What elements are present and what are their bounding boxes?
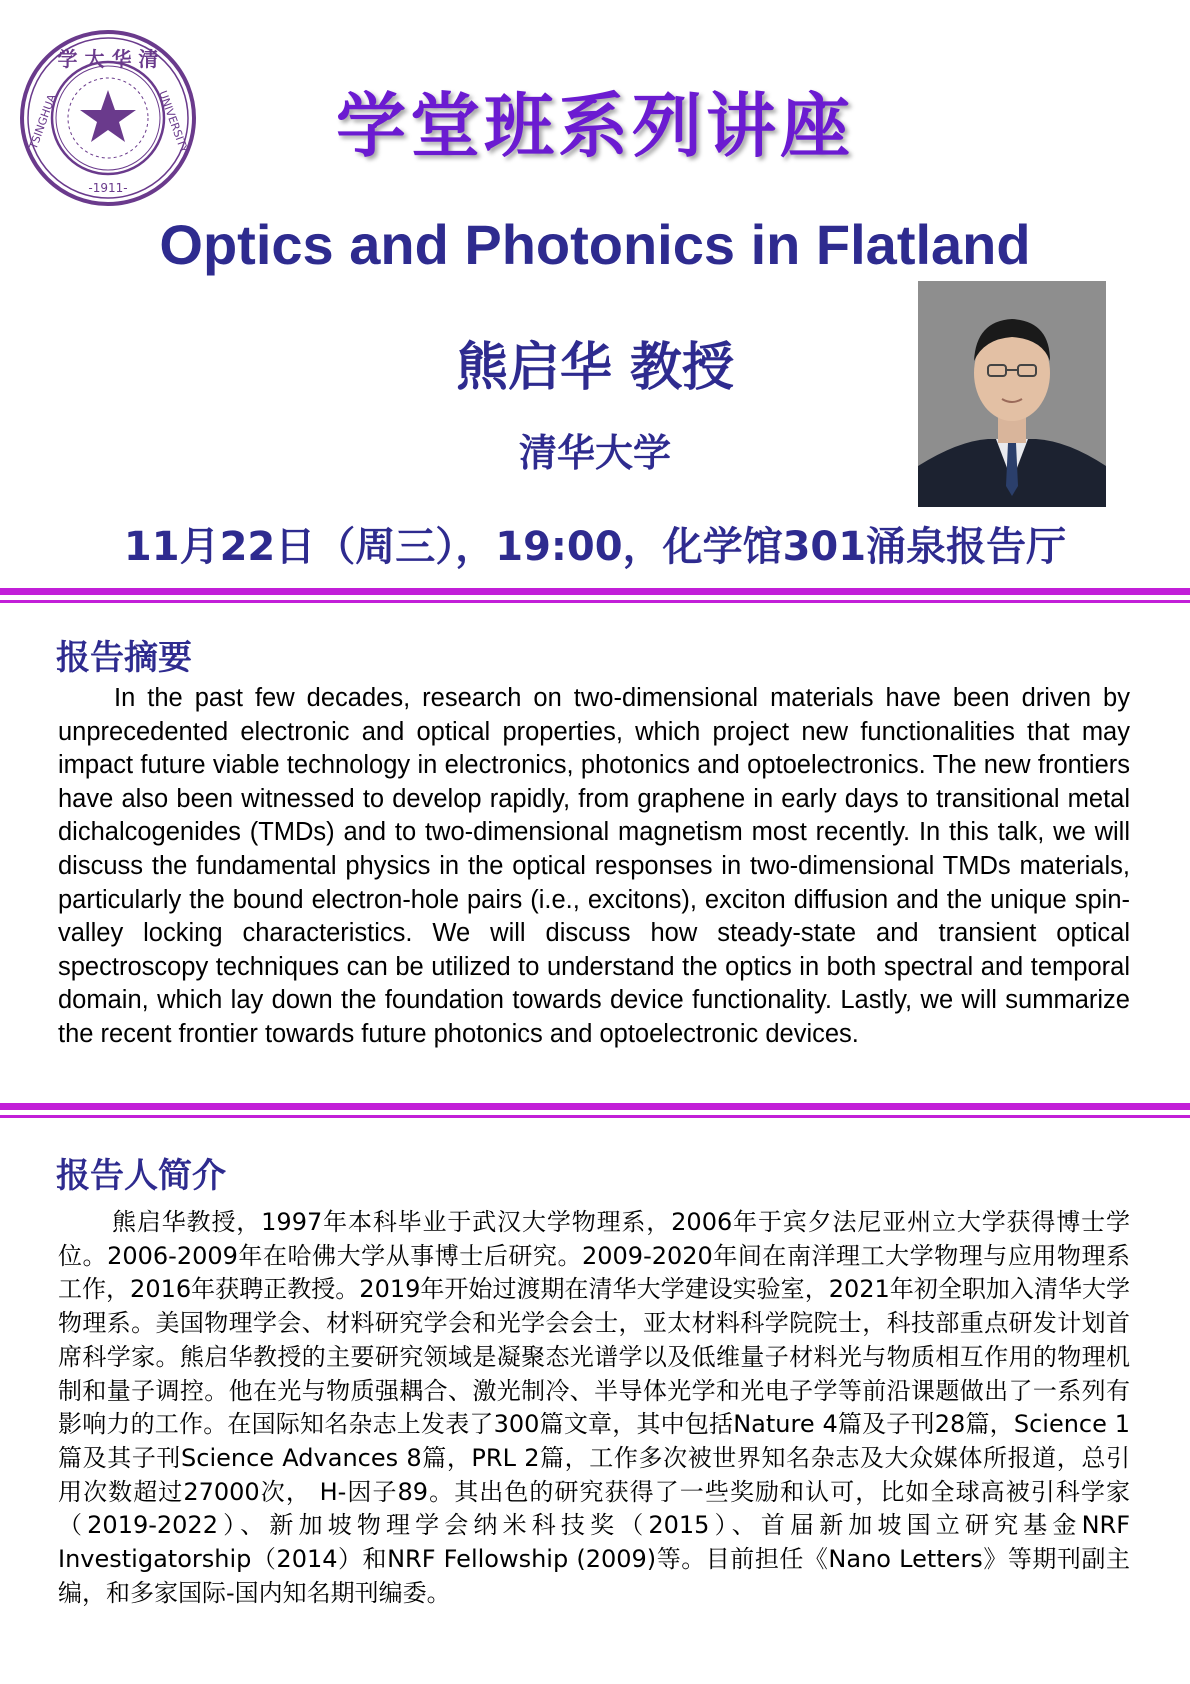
svg-text:学 大 华 清: 学 大 华 清 [57, 47, 159, 71]
abstract-heading: 报告摘要 [56, 638, 192, 678]
svg-text:TSINGHUA: TSINGHUA [26, 92, 59, 152]
series-title: 学堂班系列讲座 [336, 85, 854, 167]
speaker-portrait-icon [918, 281, 1106, 507]
svg-text:-1911-: -1911- [88, 181, 128, 195]
bio-text: 熊启华教授，1997年本科毕业于武汉大学物理系，2006年于宾夕法尼亚州立大学获得博士学位。2006-2009年在哈佛大学从事博士后研究。2009-2020年间在南洋理工大学物理与应用物理系工作，2016年获聘正教授。2019年开始过渡期在清华大学建设实验室，2021年初全职加入清华大学物理系。美国物理学会、材料研究学会和光学会会士，亚太材料科学院院士，科技部重点研发计划首席科学家。熊启华教授的主要研究领域是凝聚态光谱学以及低维量子材料光与物质相互作用的物理机制和量子调控。他在光与物质强耦合、激光制冷、半导体光学和光电子学等前沿课题做出了一系列有影响力的工作。在国际知名杂志上发表了300篇文章，其中包括Nature 4篇及子刊28篇，Science 1篇及其子刊Science Advances 8篇，PRL 2篇，工作多次被世界知名杂志及大众媒体所报道，总引用次数超过27000次， H-因子89。其出色的研究获得了一些奖励和认可，比如全球高被引科学家（2019-2022）、新加坡物理学会纳米科技奖（2015）、首届新加坡国立研究基金NRF Investigatorship（2014）和NRF Fellowship (2009)等。目前担任《Nano Letters》等期刊副主编，和多家国际-国内知名期刊编委。 [58, 1208, 1130, 1607]
abstract-text: In the past few decades, research on two-dimensional materials have been driven by unprecedented electronic and optical properties, which project new functionalities that may impact future viable technology in electronics, photonics and optoelectronics. The new frontiers have also been witnessed to develop rapidly, from graphene in early days to transitional metal dichalcogenides (TMDs) and to two-dimensional magnetism most recently. In this talk, we will discuss the fundamental physics in the optical responses in two-dimensional TMDs materials, particularly the bound electron-hole pairs (i.e., excitons), exciton diffusion and the unique spin-valley locking characteristics. We will discuss how steady-state and transient optical spectroscopy techniques can be utilized to understand the optics in both spectral and temporal domain, which lay down the foundation towards device functionality. Lastly, we will summarize the recent frontier towards future photonics and optoelectronic devices. [58, 684, 1130, 1048]
event-date-time-location: 11月22日（周三），19:00，化学馆301涌泉报告厅 [123, 524, 1067, 570]
bio-heading: 报告人简介 [56, 1156, 226, 1196]
speaker-name: 熊启华 教授 [455, 338, 735, 398]
divider [0, 588, 1190, 606]
talk-title: Optics and Photonics in Flatland [159, 213, 1031, 276]
speaker-affiliation: 清华大学 [518, 431, 671, 475]
svg-text:UNIVERSITY: UNIVERSITY [156, 88, 191, 155]
divider [0, 1103, 1190, 1121]
